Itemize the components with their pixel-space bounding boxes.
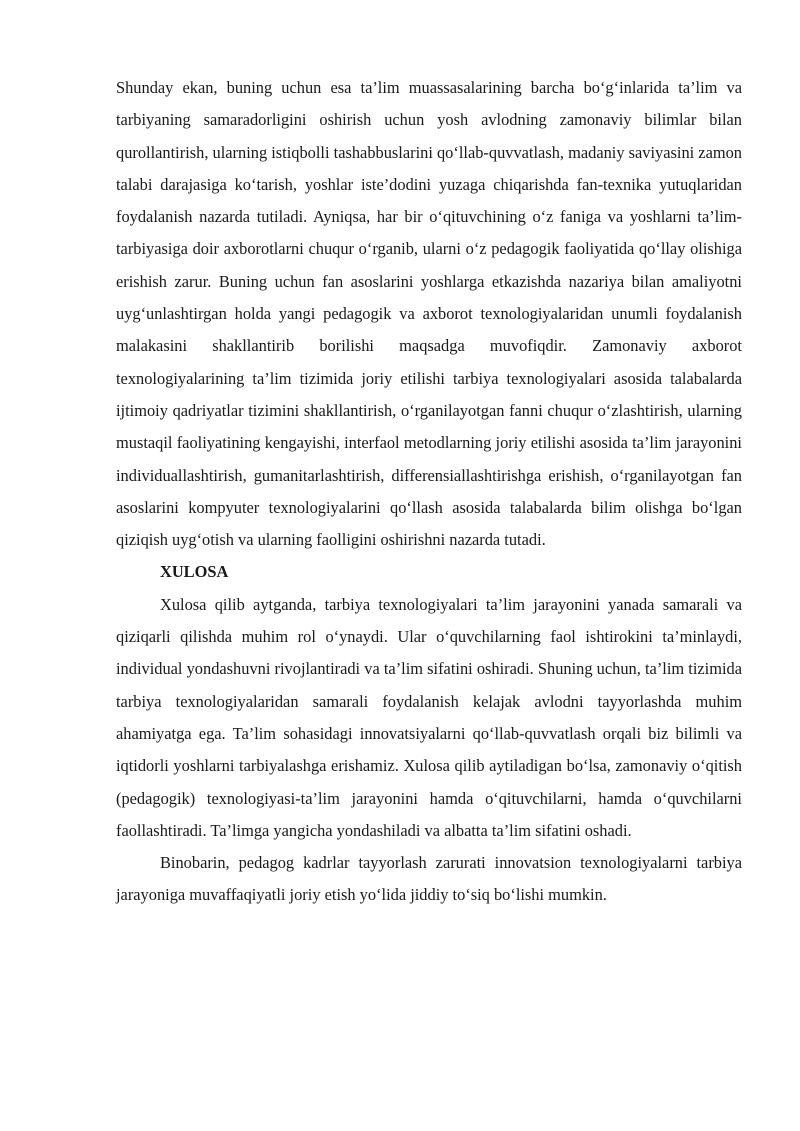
section-heading-xulosa: XULOSA — [160, 562, 229, 582]
paragraph-intro: Shunday ekan, buning uchun esa ta’lim muassasalarining barcha bo‘g‘inlarida ta’lim va tarbiyaning samaradorligini oshirish uchun yosh avlodning zamonaviy bilimlar bilan qurollantirish, ularning istiqbolli tashabbuslarini qo‘llab-quvvatlash, madaniy saviyasini zamon talabi darajasiga ko‘tarish, yoshlar iste’dodini yuzaga chiqarishda fan-texnika yutuqlaridan foydalanish nazarda tutiladi. Ayniqsa, har bir o‘qituvchining o‘z faniga va yoshlarni ta’lim-tarbiyasiga doir axborotlarni chuqur o‘rganib, ularni o‘z pedagogik faoliyatida qo‘llay olishiga erishish zarur. Buning uchun fan asoslarini yoshlarga etkazishda nazariya bilan amaliyotni uyg‘unlashtirgan holda yangi pedagogik va axborot texnologiyalaridan unumli foydalanish malakasini shakllantirib borilishi maqsadga muvofiqdir. Zamonaviy axborot texnologiyalarining ta’lim tizimida joriy etilishi tarbiya texnologiyalari asosida talabalarda ijtimoiy qadriyatlar tizimini shakllantirish, o‘rganilayotgan fanni chuqur o‘zlashtirish, ularning mustaqil faoliyatining kengayishi, interfaol metodlarning joriy etilishi asosida ta’lim jarayonini individuallashtirish, gumanitarlashtirish, differensiallashtirishga erishish, o‘rganilayotgan fan asoslarini kompyuter texnologiyalarini qo‘llash asosida talabalarda bilim olishga bo‘lgan qiziqish uyg‘otish va ularning faolligini oshirishni nazarda tutadi. — [116, 78, 742, 550]
paragraph-conclusion: Xulosa qilib aytganda, tarbiya texnologiyalari ta’lim jarayonini yanada samarali va qiziqarli qilishda muhim rol o‘ynaydi. Ular o‘quvchilarning faol ishtirokini ta’minlaydi, individual yondashuvni rivojlantiradi va ta’lim sifatini oshiradi. Shuning uchun, ta’lim tizimida tarbiya texnologiyalaridan samarali foydalanish kelajak avlodni tayyorlashda muhim ahamiyatga ega. Ta’lim sohasidagi innovatsiyalarni qo‘llab-quvvatlash orqali biz bilimli va iqtidorli yoshlarni tarbiyalashga erishamiz. Xulosa qilib aytiladigan bo‘lsa, zamonaviy o‘qitish (pedagogik) texnologiyasi-ta’lim jarayonini hamda o‘qituvchilarni, hamda o‘quvchilarni faollashtiradi. Ta’limga yangicha yondashiladi va albatta ta’lim sifatini oshadi. — [116, 594, 742, 840]
document-body — [116, 72, 742, 912]
paragraph-final: Binobarin, pedagog kadrlar tayyorlash zarurati innovatsion texnologiyalarni tarbiya jarayoniga muvaffaqiyatli joriy etish yo‘lida jiddiy to‘siq bo‘lishi mumkin. — [116, 853, 742, 905]
